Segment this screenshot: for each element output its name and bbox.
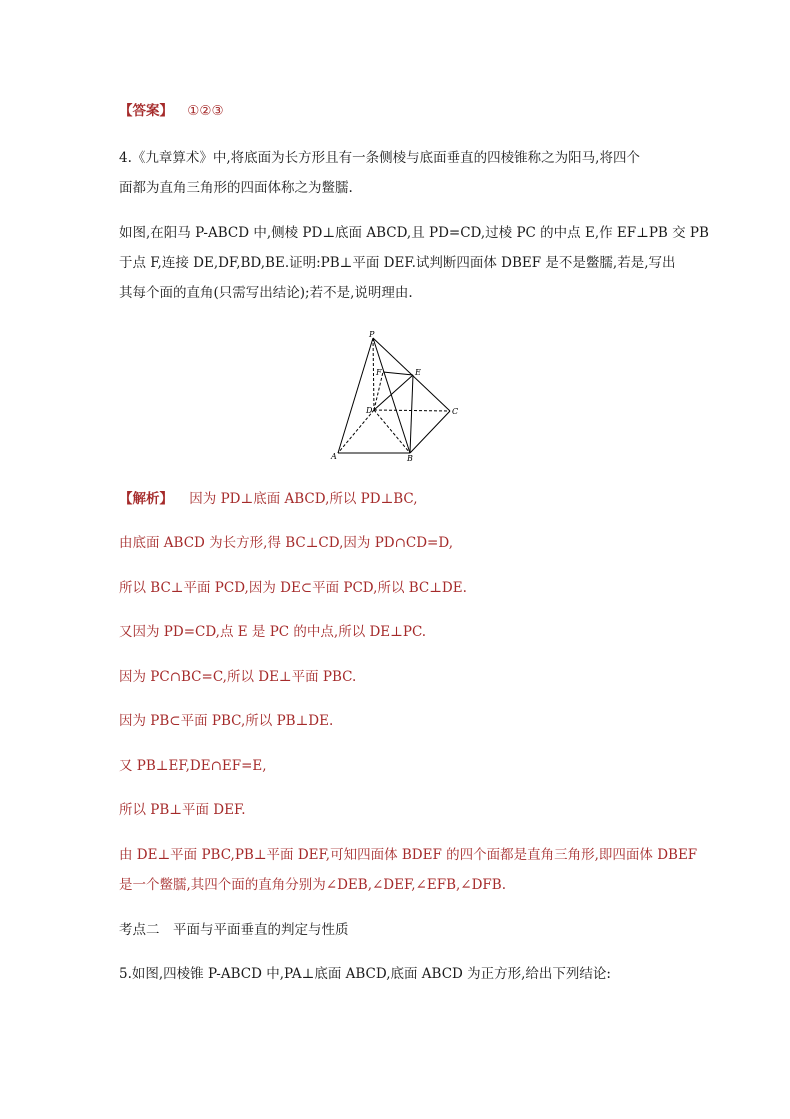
edge-db-hidden [374, 410, 410, 453]
problem4-line-1: 4.《九章算术》中,将底面为长方形且有一条侧棱与底面垂直的四棱锥称之为阳马,将四个 [119, 150, 640, 166]
label-b: B [407, 454, 413, 463]
pyramid-figure [320, 328, 470, 464]
solution-line-5: 因为 PC∩BC=C,所以 DE⊥平面 PBC. [119, 669, 357, 685]
solution-line-2: 由底面 ABCD 为长方形,得 BC⊥CD,因为 PD∩CD=D, [119, 535, 454, 551]
problem5-line-1: 5.如图,四棱锥 P-ABCD 中,PA⊥底面 ABCD,底面 ABCD 为正方形,给出下列结论: [119, 966, 611, 982]
label-c: C [452, 407, 459, 416]
edge-ed [374, 375, 413, 410]
solution-line-6: 因为 PB⊂平面 PBC,所以 PB⊥DE. [119, 713, 334, 729]
problem4-line-4: 于点 F,连接 DE,DF,BD,BE.证明:PB⊥平面 DEF.试判断四面体 DBEF 是不是鳖臑,若是,写出 [119, 255, 676, 271]
label-p: P [369, 330, 375, 339]
solution-line-7: 又 PB⊥EF,DE∩EF=E, [119, 758, 267, 774]
problem4-line-3: 如图,在阳马 P-ABCD 中,侧棱 PD⊥底面 ABCD,且 PD=CD,过棱 PC 的中点 E,作 EF⊥PB 交 PB [119, 225, 709, 241]
answer-tag: 【答案】 [119, 103, 173, 119]
label-e: E [415, 368, 421, 377]
edge-pd-hidden [373, 338, 374, 410]
problem4-line-5: 其每个面的直角(只需写出结论);若不是,说明理由. [119, 285, 413, 301]
edge-fe [383, 372, 413, 375]
edge-pa [338, 338, 373, 453]
solution-tag: 【解析】 [119, 491, 173, 507]
solution-line-4: 又因为 PD=CD,点 E 是 PC 的中点,所以 DE⊥PC. [119, 624, 427, 640]
solution-line-8: 所以 PB⊥平面 DEF. [119, 802, 246, 818]
answer-value: ①②③ [187, 103, 224, 119]
section-title: 考点二 平面与平面垂直的判定与性质 [119, 922, 349, 938]
edge-da-hidden [338, 410, 374, 453]
label-f: F [376, 368, 382, 377]
edge-bc [410, 411, 450, 453]
problem4-line-2: 面都为直角三角形的四面体称之为鳖臑. [119, 180, 353, 196]
edge-eb [410, 375, 413, 453]
solution-text: 因为 PD⊥底面 ABCD,所以 PD⊥BC, [189, 491, 418, 507]
edge-df-hidden [374, 372, 383, 410]
solution-line-3: 所以 BC⊥平面 PCD,因为 DE⊂平面 PCD,所以 BC⊥DE. [119, 580, 467, 596]
solution-line-9: 由 DE⊥平面 PBC,PB⊥平面 DEF,可知四面体 BDEF 的四个面都是直角三角形,即四面体 DBEF [119, 847, 698, 863]
solution-line-10: 是一个鳖臑,其四个面的直角分别为∠DEB,∠DEF,∠EFB,∠DFB. [119, 877, 506, 893]
label-a: A [331, 452, 337, 461]
answer-line [119, 102, 224, 120]
solution-line-1 [119, 490, 418, 508]
label-d: D [366, 406, 373, 415]
